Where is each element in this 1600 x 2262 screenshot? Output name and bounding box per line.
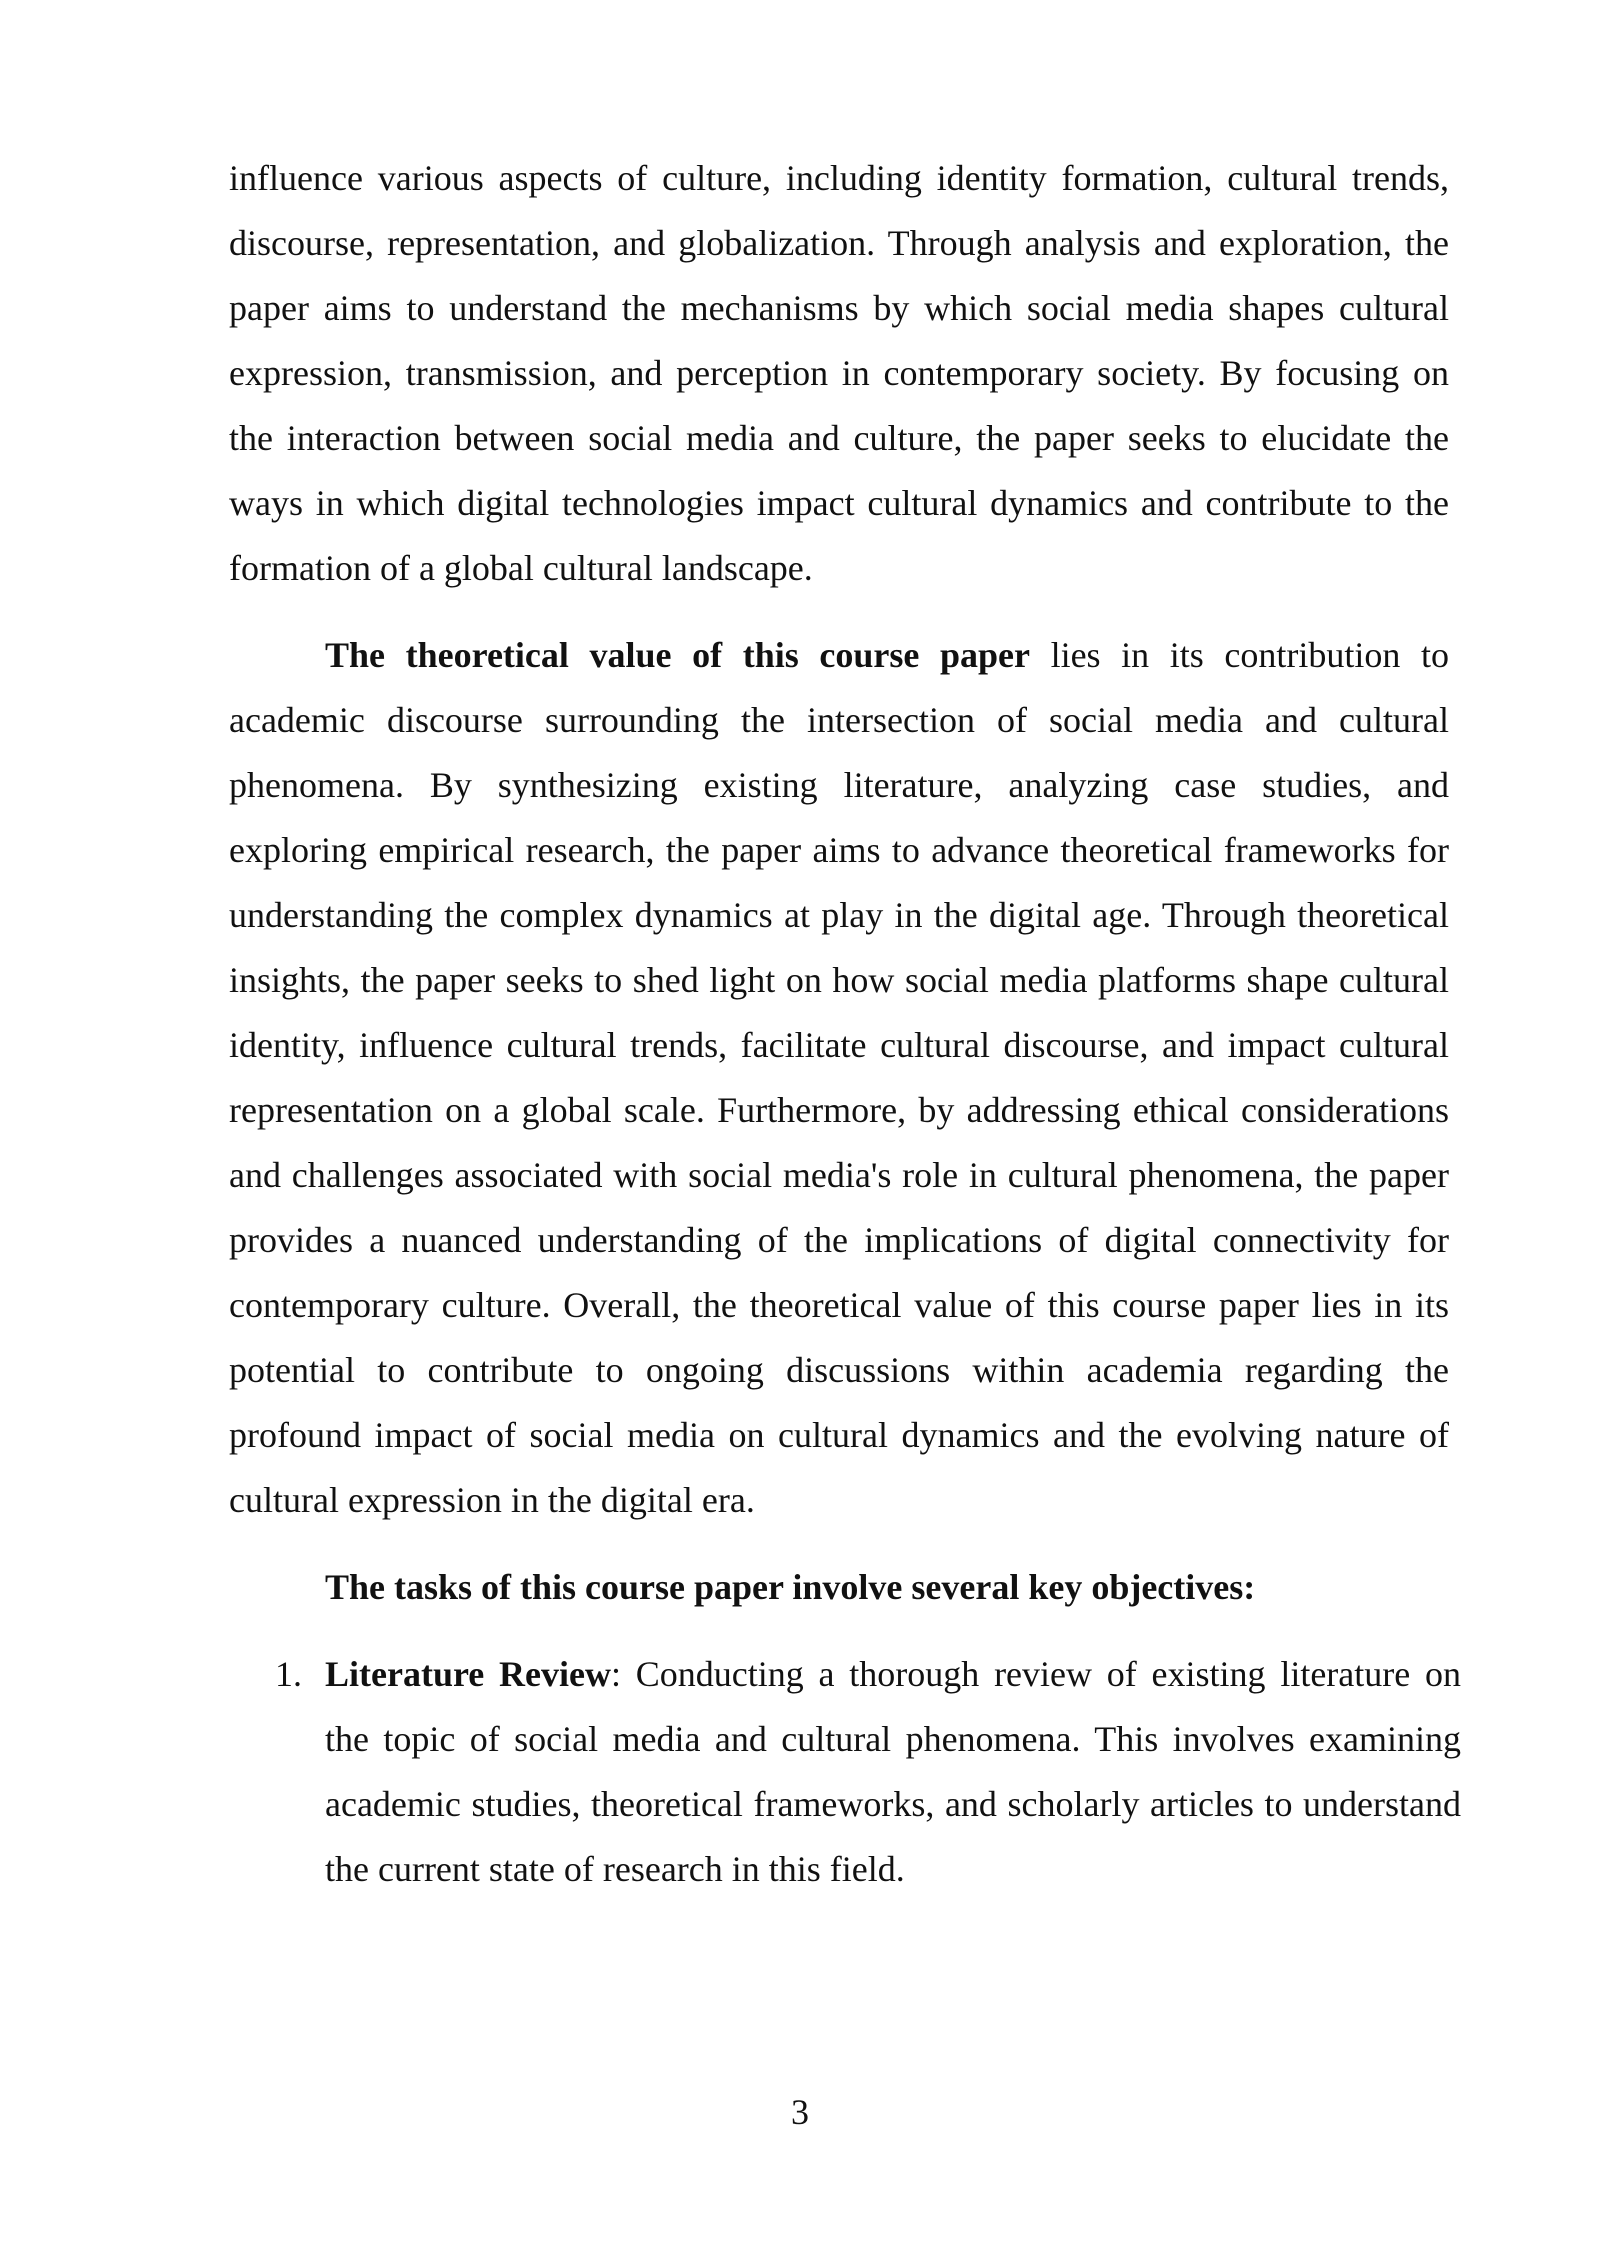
list-item [229,1642,1461,1902]
page-number: 3 [791,2092,809,2132]
theoretical-value-body: lies in its contribution to academic discourse surrounding the intersection of social media and cultural phenomena. By synthesizing existing literature, analyzing case studies, and exploring empirical research, the paper aims to advance theoretical frameworks for understanding the complex dynamics at play in the digital age. Through theoretical insights, the paper seeks to shed light on how social media platforms shape cultural identity, influence cultural trends, facilitate cultural discourse, and impact cultural representation on a global scale. Furthermore, by addressing ethical considerations and challenges associated with social media's role in cultural phenomena, the paper provides a nuanced understanding of the implications of digital connectivity for contemporary culture. Overall, the theoretical value of this course paper lies in its potential to contribute to ongoing discussions within academia regarding the profound impact of social media on cultural dynamics and the evolving nature of cultural expression in the digital era. [229,635,1450,1520]
list-item-title: Literature Review [325,1654,612,1694]
list-item-text: : Conducting a thorough review of existing literature on the topic of social media and cultural phenomena. This involves examining academic studies, theoretical frameworks, and scholarly articles to understand the current state of research in this field. [325,1654,1462,1889]
tasks-heading: The tasks of this course paper involve several key objectives: [325,1567,1256,1607]
theoretical-value-lead: The theoretical value of this course paper [325,635,1030,675]
paragraph-intro-continued: influence various aspects of culture, including identity formation, cultural trends, discourse, representation, and globalization. Through analysis and exploration, the paper aims to understand the mechanisms by which social media shapes cultural expression, transmission, and perception in contemporary society. By focusing on the interaction between social media and culture, the paper seeks to elucidate the ways in which digital technologies impact cultural dynamics and contribute to the formation of a global cultural landscape. [229,158,1449,588]
page-content [229,146,1462,1902]
paragraph-theoretical-value [229,623,1449,1533]
list-item-number: 1. [275,1654,302,1694]
